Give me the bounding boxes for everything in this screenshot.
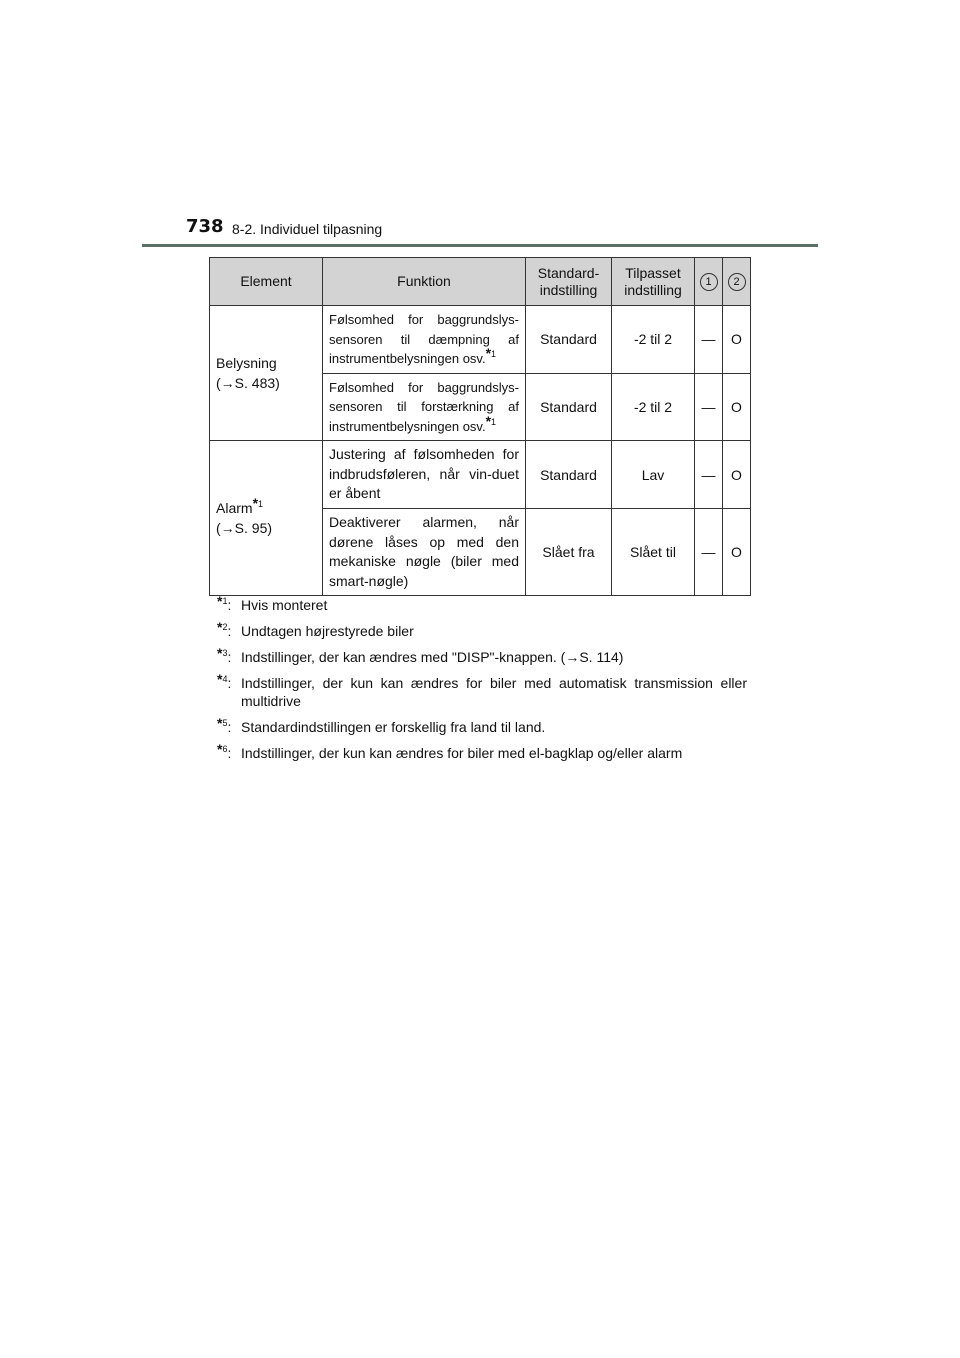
footnote-item [217,741,747,762]
circled-2-icon: 2 [728,273,746,291]
circled-1-icon: 1 [700,273,718,291]
footnote-colon: : [227,649,232,665]
footnotes [217,593,747,770]
default-cell: Standard [526,441,612,509]
footnote-number: 3 [222,648,228,658]
footnote-colon: : [227,675,232,691]
footnote-item [217,619,747,640]
mark2-cell: O [723,306,751,374]
function-text: Følsomhed for baggrundslys-sensoren til dæmpning af instrumentbelysningen osv. [329,312,519,366]
mark2-cell: O [723,441,751,509]
function-cell [323,373,526,441]
footnote-colon: : [227,719,232,735]
mark1-cell: — [695,373,723,441]
function-text: Følsomhed for baggrundslys-sensoren til forstærkning af instrumentbelysningen osv. [329,379,519,434]
default-cell: Slået fra [526,509,612,596]
table-header-row [210,258,751,306]
function-cell [323,306,526,374]
mark2-cell: O [723,509,751,596]
element-cell [210,441,323,596]
col-header-mark2 [723,258,751,306]
mark1-cell: — [695,441,723,509]
col-header-mark1 [695,258,723,306]
footnote-number: 6 [222,744,228,754]
table-row [210,441,751,509]
footnote-text: Hvis monteret [241,597,328,613]
default-cell: Standard [526,373,612,441]
custom-cell: Slået til [612,509,695,596]
footnote-star: * [217,593,223,609]
footnote-text: Indstillinger, der kan ændres med "DISP"-knappen. (→S. 114) [241,649,624,665]
col-header-default-line2: indstilling [539,281,598,298]
footnote-star: * [217,645,223,661]
footnote-text: Standardindstillingen er forskellig fra land til land. [241,719,546,735]
col-header-custom [612,258,695,306]
footnote-marker [217,671,232,692]
element-cell [210,306,323,441]
col-header-default-line1: Standard- [537,264,600,281]
footnote-star: * [217,741,223,757]
footnote-colon: : [227,745,232,761]
footnote-marker [217,593,232,614]
footnote-star: * [485,412,492,429]
function-cell: Deaktiverer alarmen, når dørene låses op med den mekaniske nøgle (biler med smart-nøgle) [323,509,526,596]
function-cell: Justering af følsomheden for indbrudsføleren, når vin-duet er åbent [323,441,526,509]
footnote-number: 5 [222,718,228,728]
header-rule [142,244,818,247]
footnote-item [217,715,747,736]
page-number: 738 [186,216,224,237]
footnote-marker [217,619,232,640]
footnote-colon: : [227,597,232,613]
footnote-colon: : [227,623,232,639]
col-header-element: Element [210,258,323,306]
default-cell: Standard [526,306,612,374]
element-name: Belysning [216,355,277,371]
custom-cell: Lav [612,441,695,509]
table-row [210,306,751,374]
footnote-number: 4 [222,674,228,684]
footnote-item [217,593,747,614]
element-name: Alarm [216,500,253,516]
footnote-star: * [485,345,492,361]
section-title: 8-2. Individuel tilpasning [232,221,383,237]
footnote-number: 1 [222,596,228,606]
col-header-default [526,258,612,306]
footnote-item [217,671,747,710]
footnote-marker [217,741,232,762]
element-ref: (→S. 483) [216,375,280,391]
col-header-custom-line2: indstilling [624,281,682,298]
col-header-function: Funktion [323,258,526,306]
footnote-star: * [252,495,259,511]
footnote-text: Indstillinger, der kun kan ændres for biler med automatisk transmission eller multidrive [241,675,747,709]
footnote-text: Undtagen højrestyrede biler [241,623,414,639]
footnote-marker [217,645,232,666]
custom-cell: -2 til 2 [612,373,695,441]
footnote-star: * [217,671,223,687]
mark1-cell: — [695,509,723,596]
footnote-ref: 1 [491,349,497,359]
custom-cell: -2 til 2 [612,306,695,374]
footnote-star: * [217,619,223,635]
footnote-number: 2 [222,622,228,632]
footnote-item [217,645,747,666]
footnote-marker [217,715,232,736]
footnote-text: Indstillinger, der kun kan ændres for biler med el-bagklap og/eller alarm [241,745,683,761]
mark2-cell: O [723,373,751,441]
footnote-ref: 1 [258,499,264,509]
col-header-custom-line1: Tilpasset [625,264,681,281]
mark1-cell: — [695,306,723,374]
settings-table [209,257,751,596]
element-ref: (→S. 95) [216,520,273,536]
footnote-star: * [217,715,223,731]
footnote-ref: 1 [491,416,497,427]
